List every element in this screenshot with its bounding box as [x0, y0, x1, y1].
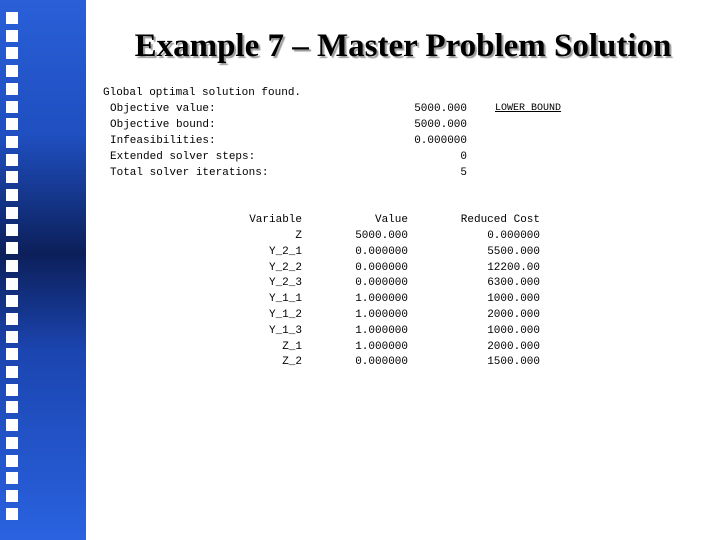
bullet-square: [6, 224, 18, 236]
cell-variable: Y_2_1: [268, 245, 302, 258]
bullet-square: [6, 101, 18, 113]
bullet-square: [6, 189, 18, 201]
cell-reduced-cost: 6300.000: [487, 277, 540, 290]
cell-value: 0.000000: [355, 261, 408, 274]
bullet-square: [6, 331, 18, 343]
cell-reduced-cost: 2000.000: [487, 340, 540, 353]
header-reduced-cost: Reduced Cost: [460, 214, 540, 226]
cell-variable: Y_1_3: [268, 324, 302, 337]
bullet-square: [6, 136, 18, 148]
bullet-square: [6, 47, 18, 59]
cell-reduced-cost: 12200.00: [487, 261, 540, 274]
slide-title: Example 7 – Master Problem Solution: [134, 28, 672, 64]
header-value: Value: [374, 214, 408, 226]
cell-variable: Z: [295, 230, 302, 242]
bullet-square: [6, 366, 18, 378]
summary-value: 5000.000: [414, 103, 467, 115]
bullet-square: [6, 313, 18, 325]
bullet-square: [6, 65, 18, 77]
summary-value: 0.000000: [414, 135, 467, 147]
bullet-square: [6, 508, 18, 520]
bullet-square: [6, 419, 18, 431]
cell-value: 1.000000: [355, 340, 408, 353]
summary-label: Extended solver steps:: [110, 151, 256, 163]
lower-bound-annotation: LOWER BOUND: [495, 103, 562, 114]
decorative-sidebar: [0, 0, 86, 540]
bullet-square: [6, 348, 18, 360]
cell-reduced-cost: 1500.000: [487, 356, 540, 369]
summary-value: 5: [460, 167, 467, 179]
summary-label: Total solver iterations:: [110, 167, 269, 179]
bullet-square: [6, 30, 18, 42]
cell-variable: Y_2_3: [268, 277, 302, 290]
bullet-square: [6, 260, 18, 272]
bullet-square: [6, 171, 18, 183]
summary-label: Objective bound:: [110, 119, 216, 131]
cell-reduced-cost: 0.000000: [487, 230, 540, 242]
cell-reduced-cost: 5500.000: [487, 245, 540, 258]
bullet-square: [6, 154, 18, 166]
cell-variable: Z_2: [282, 356, 302, 369]
bullet-square: [6, 437, 18, 449]
bullet-square: [6, 12, 18, 24]
summary-label: Infeasibilities:: [110, 135, 216, 147]
header-variable: Variable: [249, 214, 302, 226]
cell-variable: Z_1: [282, 340, 302, 353]
cell-value: 0.000000: [355, 277, 408, 290]
bullet-square: [6, 118, 18, 130]
bullet-square: [6, 295, 18, 307]
cell-variable: Y_1_1: [268, 293, 302, 306]
bullet-square: [6, 490, 18, 502]
cell-value: 1.000000: [355, 309, 408, 321]
cell-value: 0.000000: [355, 356, 408, 369]
bullet-square: [6, 278, 18, 290]
summary-label: Objective value:: [110, 103, 216, 115]
bullet-square: [6, 455, 18, 467]
cell-value: 5000.000: [355, 230, 408, 242]
cell-reduced-cost: 1000.000: [487, 324, 540, 337]
summary-value: 0: [460, 151, 467, 163]
cell-variable: Y_1_2: [268, 309, 302, 321]
cell-value: 1.000000: [355, 324, 408, 337]
cell-reduced-cost: 1000.000: [487, 293, 540, 306]
cell-value: 0.000000: [355, 245, 408, 258]
summary-heading: Global optimal solution found.: [103, 87, 302, 99]
cell-reduced-cost: 2000.000: [487, 309, 540, 321]
cell-value: 1.000000: [355, 293, 408, 306]
bullet-square: [6, 207, 18, 219]
bullet-square: [6, 242, 18, 254]
summary-value: 5000.000: [414, 119, 467, 131]
bullet-square: [6, 83, 18, 95]
bullet-square: [6, 472, 18, 484]
bullet-square: [6, 384, 18, 396]
bullet-square: [6, 401, 18, 413]
cell-variable: Y_2_2: [268, 261, 302, 274]
